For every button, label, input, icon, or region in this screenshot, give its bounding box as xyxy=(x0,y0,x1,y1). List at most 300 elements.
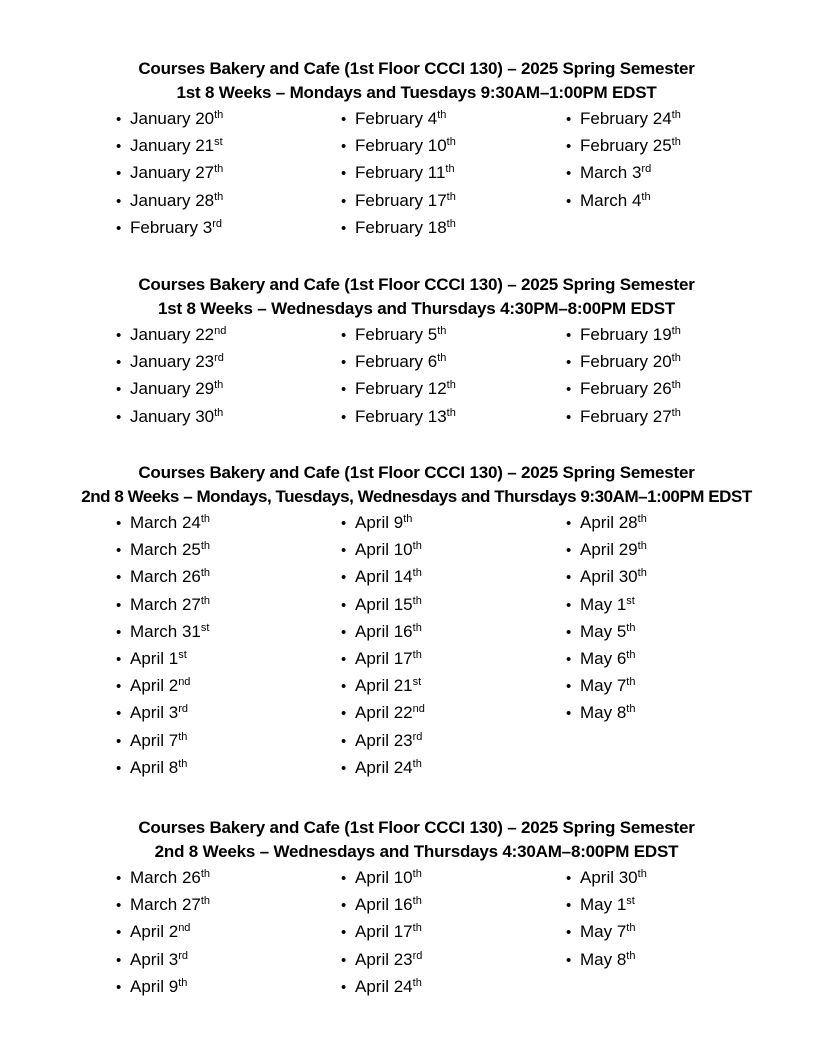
date-column xyxy=(341,105,456,241)
bullet-icon: • xyxy=(566,381,572,399)
date-text: January 28 xyxy=(130,190,215,210)
date-text: February 17 xyxy=(355,190,447,210)
ordinal-suffix: th xyxy=(412,976,422,989)
ordinal-suffix: st xyxy=(214,136,223,149)
date-list-item xyxy=(341,727,425,754)
date-list-item xyxy=(341,348,456,375)
bullet-icon: • xyxy=(341,111,347,128)
bullet-icon: • xyxy=(566,678,572,696)
schedule-section xyxy=(0,816,833,996)
ordinal-suffix: th xyxy=(626,949,636,962)
date-text: February 24 xyxy=(580,109,672,128)
ordinal-suffix: th xyxy=(446,406,456,419)
ordinal-suffix: th xyxy=(626,648,636,661)
date-list-item xyxy=(341,645,425,672)
ordinal-suffix: th xyxy=(214,109,224,121)
ordinal-suffix: th xyxy=(412,895,422,908)
date-text: February 18 xyxy=(355,217,447,237)
ordinal-suffix: th xyxy=(445,163,455,176)
date-column xyxy=(566,321,681,430)
date-text: January 27 xyxy=(130,163,215,183)
date-text: May 8 xyxy=(580,703,627,723)
date-text: May 7 xyxy=(580,922,627,942)
bullet-icon: • xyxy=(566,354,572,372)
date-list-item xyxy=(566,536,647,563)
ordinal-suffix: st xyxy=(200,621,210,634)
date-column xyxy=(566,864,647,973)
date-text: April 24 xyxy=(355,976,413,996)
ordinal-suffix: th xyxy=(412,757,422,770)
date-column xyxy=(566,105,681,214)
bullet-icon: • xyxy=(341,897,347,915)
date-text: February 3 xyxy=(130,217,213,237)
date-list-item xyxy=(116,132,223,159)
date-list-item xyxy=(341,618,425,645)
bullet-icon: • xyxy=(341,219,347,237)
date-text: January 30 xyxy=(130,406,215,426)
date-list-item xyxy=(116,591,210,618)
ordinal-suffix: th xyxy=(412,540,422,553)
ordinal-suffix: th xyxy=(637,868,647,880)
date-column xyxy=(341,509,425,781)
date-text: April 3 xyxy=(130,703,179,723)
date-text: April 30 xyxy=(580,868,638,887)
date-text: April 2 xyxy=(130,676,179,696)
bullet-icon: • xyxy=(116,165,122,183)
date-list-item xyxy=(341,973,422,1000)
bullet-icon: • xyxy=(566,515,572,532)
ordinal-suffix: rd xyxy=(412,730,423,743)
ordinal-suffix: th xyxy=(200,594,211,607)
date-text: March 27 xyxy=(130,594,201,614)
bullet-icon: • xyxy=(566,650,572,668)
date-text: February 10 xyxy=(355,136,447,156)
bullet-icon: • xyxy=(341,951,347,969)
ordinal-suffix: th xyxy=(214,190,224,203)
date-list-item xyxy=(341,946,422,973)
date-text: April 23 xyxy=(355,730,413,750)
date-list-item xyxy=(116,918,210,945)
bullet-icon: • xyxy=(116,951,122,969)
ordinal-suffix: th xyxy=(446,190,456,203)
bullet-icon: • xyxy=(566,111,572,128)
date-list-item xyxy=(116,618,210,645)
section-title: Courses Bakery and Cafe (1st Floor CCCI 130) – 2025 Spring Semester xyxy=(138,59,695,78)
date-text: April 3 xyxy=(130,949,179,969)
bullet-icon: • xyxy=(566,951,572,969)
date-list-item xyxy=(566,105,681,132)
date-list-item xyxy=(341,754,425,781)
date-text: April 23 xyxy=(355,949,413,969)
bullet-icon: • xyxy=(341,138,347,156)
date-text: February 19 xyxy=(580,325,672,344)
ordinal-suffix: th xyxy=(178,757,188,770)
date-text: April 30 xyxy=(580,567,638,587)
bullet-icon: • xyxy=(341,924,347,942)
bullet-icon: • xyxy=(116,870,122,887)
date-list-item xyxy=(566,918,647,945)
ordinal-suffix: rd xyxy=(412,949,423,962)
date-text: March 31 xyxy=(130,621,201,641)
ordinal-suffix: th xyxy=(200,567,211,580)
date-list-item xyxy=(341,563,425,590)
date-columns xyxy=(0,105,833,237)
date-text: April 7 xyxy=(130,730,179,750)
date-column xyxy=(116,105,223,241)
ordinal-suffix: th xyxy=(626,703,636,716)
ordinal-suffix: th xyxy=(626,621,636,634)
bullet-icon: • xyxy=(341,165,347,183)
bullet-icon: • xyxy=(566,705,572,723)
ordinal-suffix: th xyxy=(671,352,681,365)
ordinal-suffix: th xyxy=(412,594,422,607)
date-list-item xyxy=(566,321,681,348)
date-column xyxy=(116,509,210,781)
ordinal-suffix: th xyxy=(412,868,422,880)
date-list-item xyxy=(566,864,647,891)
bullet-icon: • xyxy=(566,924,572,942)
date-text: April 1 xyxy=(130,648,179,668)
ordinal-suffix: th xyxy=(214,163,224,176)
date-list-item xyxy=(341,105,456,132)
bullet-icon: • xyxy=(566,327,572,344)
ordinal-suffix: th xyxy=(214,379,224,392)
schedule-section xyxy=(0,57,833,237)
date-list-item xyxy=(566,509,647,536)
ordinal-suffix: nd xyxy=(178,676,191,689)
ordinal-suffix: th xyxy=(403,513,413,525)
date-list-item xyxy=(566,618,647,645)
date-text: January 22 xyxy=(130,325,215,344)
ordinal-suffix: nd xyxy=(178,922,191,935)
date-list-item xyxy=(566,563,647,590)
ordinal-suffix: th xyxy=(412,648,422,661)
ordinal-suffix: nd xyxy=(412,703,425,716)
date-list-item xyxy=(566,946,647,973)
bullet-icon: • xyxy=(116,515,122,532)
date-text: May 8 xyxy=(580,949,627,969)
date-text: April 29 xyxy=(580,540,638,560)
date-list-item xyxy=(566,375,681,402)
bullet-icon: • xyxy=(116,354,122,372)
bullet-icon: • xyxy=(116,542,122,560)
date-list-item xyxy=(566,187,681,214)
date-text: April 16 xyxy=(355,621,413,641)
date-list-item xyxy=(116,348,226,375)
date-list-item xyxy=(341,403,456,430)
schedule-section xyxy=(0,461,833,777)
date-list-item xyxy=(566,591,647,618)
date-text: May 6 xyxy=(580,648,627,668)
ordinal-suffix: th xyxy=(200,868,211,880)
date-text: April 9 xyxy=(355,513,404,532)
bullet-icon: • xyxy=(116,219,122,237)
date-text: March 24 xyxy=(130,513,201,532)
ordinal-suffix: st xyxy=(626,895,635,908)
bullet-icon: • xyxy=(341,678,347,696)
date-list-item xyxy=(116,509,210,536)
date-list-item xyxy=(341,375,456,402)
date-text: March 26 xyxy=(130,868,201,887)
ordinal-suffix: th xyxy=(637,567,647,580)
date-list-item xyxy=(116,321,226,348)
date-text: May 1 xyxy=(580,895,627,915)
bullet-icon: • xyxy=(116,327,122,344)
date-list-item xyxy=(566,132,681,159)
date-list-item xyxy=(116,864,210,891)
bullet-icon: • xyxy=(566,596,572,614)
date-text: February 25 xyxy=(580,136,672,156)
bullet-icon: • xyxy=(116,408,122,426)
ordinal-suffix: st xyxy=(626,594,635,607)
date-columns xyxy=(0,321,833,426)
ordinal-suffix: th xyxy=(446,379,456,392)
date-text: February 4 xyxy=(355,109,438,128)
section-title: Courses Bakery and Cafe (1st Floor CCCI 130) – 2025 Spring Semester xyxy=(138,818,695,837)
date-list-item xyxy=(566,159,681,186)
date-list-item xyxy=(341,891,422,918)
bullet-icon: • xyxy=(341,192,347,210)
date-column xyxy=(116,864,210,1000)
date-text: April 28 xyxy=(580,513,638,532)
date-text: February 27 xyxy=(580,406,672,426)
ordinal-suffix: th xyxy=(446,217,456,230)
ordinal-suffix: th xyxy=(412,922,422,935)
date-list-item xyxy=(341,864,422,891)
date-list-item xyxy=(341,321,456,348)
date-text: May 7 xyxy=(580,676,627,696)
bullet-icon: • xyxy=(116,192,122,210)
ordinal-suffix: th xyxy=(200,513,211,525)
ordinal-suffix: th xyxy=(437,352,447,365)
date-text: March 4 xyxy=(580,190,642,210)
date-text: April 15 xyxy=(355,594,413,614)
date-text: April 21 xyxy=(355,676,413,696)
bullet-icon: • xyxy=(566,542,572,560)
ordinal-suffix: th xyxy=(671,136,681,149)
date-columns xyxy=(0,509,833,777)
bullet-icon: • xyxy=(116,569,122,587)
date-list-item xyxy=(566,348,681,375)
bullet-icon: • xyxy=(341,569,347,587)
ordinal-suffix: st xyxy=(412,676,422,689)
bullet-icon: • xyxy=(341,542,347,560)
section-subtitle: 2nd 8 Weeks – Wednesdays and Thursdays 4:30AM–8:00PM EDST xyxy=(154,842,679,861)
date-column xyxy=(566,509,647,727)
bullet-icon: • xyxy=(116,138,122,156)
bullet-icon: • xyxy=(566,623,572,641)
date-text: April 24 xyxy=(355,757,413,777)
date-list-item xyxy=(116,727,210,754)
bullet-icon: • xyxy=(341,759,347,777)
date-list-item xyxy=(116,105,223,132)
date-text: February 13 xyxy=(355,406,447,426)
date-column xyxy=(341,864,422,1000)
ordinal-suffix: th xyxy=(178,730,188,743)
ordinal-suffix: rd xyxy=(178,949,188,962)
bullet-icon: • xyxy=(566,870,572,887)
ordinal-suffix: th xyxy=(200,895,211,908)
date-text: April 10 xyxy=(355,868,413,887)
ordinal-suffix: th xyxy=(412,567,422,580)
ordinal-suffix: rd xyxy=(214,352,224,365)
ordinal-suffix: th xyxy=(178,976,188,989)
date-list-item xyxy=(566,672,647,699)
bullet-icon: • xyxy=(116,381,122,399)
date-list-item xyxy=(116,403,226,430)
ordinal-suffix: th xyxy=(641,190,651,203)
ordinal-suffix: st xyxy=(178,648,187,661)
date-text: May 5 xyxy=(580,621,627,641)
date-list-item xyxy=(341,699,425,726)
bullet-icon: • xyxy=(566,165,572,183)
date-list-item xyxy=(116,214,223,241)
bullet-icon: • xyxy=(116,705,122,723)
bullet-icon: • xyxy=(341,870,347,887)
ordinal-suffix: th xyxy=(671,109,681,121)
date-list-item xyxy=(341,672,425,699)
bullet-icon: • xyxy=(116,596,122,614)
ordinal-suffix: th xyxy=(437,109,447,121)
ordinal-suffix: th xyxy=(437,325,447,337)
bullet-icon: • xyxy=(341,596,347,614)
bullet-icon: • xyxy=(341,650,347,668)
ordinal-suffix: th xyxy=(626,676,636,689)
ordinal-suffix: th xyxy=(412,621,422,634)
ordinal-suffix: th xyxy=(446,136,456,149)
ordinal-suffix: rd xyxy=(212,217,222,230)
date-list-item xyxy=(566,645,647,672)
date-text: April 10 xyxy=(355,540,413,560)
date-text: February 6 xyxy=(355,352,438,372)
date-text: March 26 xyxy=(130,567,201,587)
bullet-icon: • xyxy=(341,515,347,532)
date-text: April 17 xyxy=(355,648,413,668)
bullet-icon: • xyxy=(116,924,122,942)
bullet-icon: • xyxy=(116,978,122,996)
date-text: April 9 xyxy=(130,976,179,996)
bullet-icon: • xyxy=(341,408,347,426)
bullet-icon: • xyxy=(116,650,122,668)
date-text: January 29 xyxy=(130,379,215,399)
ordinal-suffix: th xyxy=(671,379,681,392)
date-text: February 11 xyxy=(355,163,446,183)
date-list-item xyxy=(116,375,226,402)
ordinal-suffix: th xyxy=(637,513,647,525)
date-text: May 1 xyxy=(580,594,627,614)
bullet-icon: • xyxy=(116,678,122,696)
date-list-item xyxy=(116,891,210,918)
date-list-item xyxy=(116,563,210,590)
bullet-icon: • xyxy=(116,759,122,777)
bullet-icon: • xyxy=(341,705,347,723)
date-list-item xyxy=(116,754,210,781)
bullet-icon: • xyxy=(341,354,347,372)
date-text: January 20 xyxy=(130,109,215,128)
date-columns xyxy=(0,864,833,996)
date-text: April 8 xyxy=(130,757,179,777)
section-title: Courses Bakery and Cafe (1st Floor CCCI 130) – 2025 Spring Semester xyxy=(138,275,695,294)
schedule-section xyxy=(0,273,833,426)
bullet-icon: • xyxy=(116,732,122,750)
date-column xyxy=(116,321,226,430)
date-text: April 2 xyxy=(130,922,179,942)
date-text: April 17 xyxy=(355,922,413,942)
bullet-icon: • xyxy=(116,897,122,915)
ordinal-suffix: th xyxy=(626,922,636,935)
date-list-item xyxy=(116,536,210,563)
ordinal-suffix: nd xyxy=(214,325,227,337)
date-list-item xyxy=(116,699,210,726)
date-list-item xyxy=(566,403,681,430)
date-list-item xyxy=(341,591,425,618)
date-list-item xyxy=(116,672,210,699)
date-list-item xyxy=(116,946,210,973)
date-list-item xyxy=(341,509,425,536)
bullet-icon: • xyxy=(566,897,572,915)
ordinal-suffix: th xyxy=(637,540,647,553)
date-text: February 5 xyxy=(355,325,438,344)
date-list-item xyxy=(341,187,456,214)
date-text: April 22 xyxy=(355,703,413,723)
date-text: March 25 xyxy=(130,540,201,560)
date-text: January 21 xyxy=(130,136,215,156)
date-list-item xyxy=(566,699,647,726)
bullet-icon: • xyxy=(116,623,122,641)
date-list-item xyxy=(116,159,223,186)
bullet-icon: • xyxy=(566,138,572,156)
bullet-icon: • xyxy=(341,381,347,399)
bullet-icon: • xyxy=(566,192,572,210)
date-text: April 16 xyxy=(355,895,413,915)
date-list-item xyxy=(116,645,210,672)
section-title: Courses Bakery and Cafe (1st Floor CCCI 130) – 2025 Spring Semester xyxy=(138,463,695,482)
bullet-icon: • xyxy=(341,732,347,750)
bullet-icon: • xyxy=(116,111,122,128)
date-list-item xyxy=(341,918,422,945)
bullet-icon: • xyxy=(341,327,347,344)
section-subtitle: 2nd 8 Weeks – Mondays, Tuesdays, Wednesdays and Thursdays 9:30AM–1:00PM EDST xyxy=(81,487,752,506)
ordinal-suffix: rd xyxy=(641,163,652,176)
date-text: February 12 xyxy=(355,379,447,399)
date-text: February 26 xyxy=(580,379,672,399)
ordinal-suffix: th xyxy=(214,406,224,419)
date-list-item xyxy=(116,973,210,1000)
date-list-item xyxy=(341,536,425,563)
bullet-icon: • xyxy=(566,569,572,587)
date-text: January 23 xyxy=(130,352,215,372)
ordinal-suffix: rd xyxy=(178,703,188,716)
ordinal-suffix: th xyxy=(200,540,211,553)
bullet-icon: • xyxy=(341,623,347,641)
date-text: February 20 xyxy=(580,352,672,372)
date-list-item xyxy=(116,187,223,214)
date-text: March 27 xyxy=(130,895,201,915)
date-text: March 3 xyxy=(580,163,642,183)
ordinal-suffix: th xyxy=(671,406,681,419)
date-list-item xyxy=(566,891,647,918)
date-list-item xyxy=(341,214,456,241)
section-subtitle: 1st 8 Weeks – Mondays and Tuesdays 9:30AM–1:00PM EDST xyxy=(176,83,657,102)
date-list-item xyxy=(341,159,456,186)
bullet-icon: • xyxy=(341,978,347,996)
date-list-item xyxy=(341,132,456,159)
bullet-icon: • xyxy=(566,408,572,426)
date-text: April 14 xyxy=(355,567,413,587)
ordinal-suffix: th xyxy=(671,325,681,337)
date-column xyxy=(341,321,456,430)
section-subtitle: 1st 8 Weeks – Wednesdays and Thursdays 4:30PM–8:00PM EDST xyxy=(157,299,676,318)
